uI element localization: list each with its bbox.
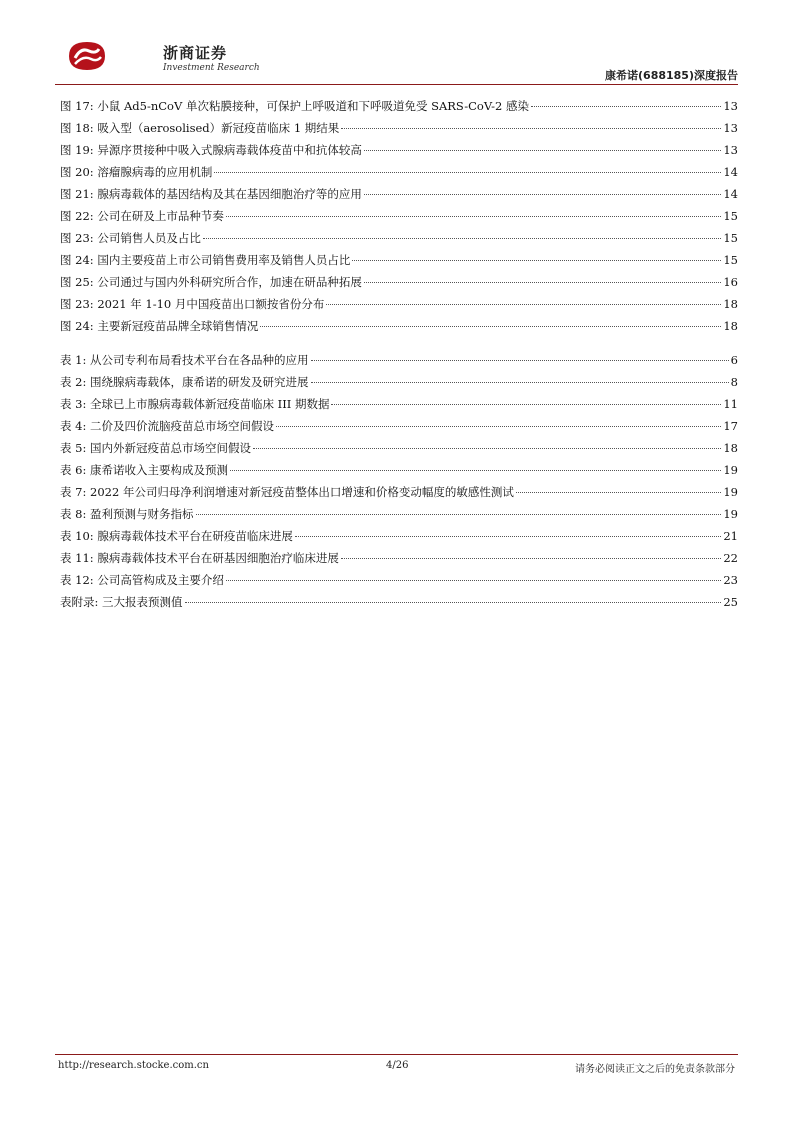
- toc-leader-dots: [516, 492, 721, 493]
- toc-entry-text: 2022 年公司归母净利润增速对新冠疫苗整体出口增速和价格变动幅度的敏感性测试: [90, 485, 514, 499]
- toc-leader-dots: [311, 360, 729, 361]
- table-entry[interactable]: [60, 462, 738, 484]
- toc-entry-title: [60, 98, 529, 114]
- toc-entry-page: 14: [723, 187, 738, 201]
- toc-entry-title: [60, 462, 228, 478]
- toc-entry-label: 图 21:: [60, 187, 94, 201]
- toc-leader-dots: [196, 514, 722, 515]
- figure-entry[interactable]: [60, 186, 738, 208]
- footer-divider: [55, 1054, 738, 1055]
- toc-entry-title: [60, 142, 362, 158]
- table-entry[interactable]: [60, 528, 738, 550]
- toc-entry-page: 19: [723, 463, 738, 477]
- toc-entry-title: [60, 164, 212, 180]
- table-entry[interactable]: [60, 396, 738, 418]
- toc-entry-text: 吸入型（aerosolised）新冠疫苗临床 1 期结果: [97, 121, 340, 135]
- toc-entry-text: 2021 年 1-10 月中国疫苗出口额按省份分布: [97, 297, 325, 311]
- toc-entry-text: 异源序贯接种中吸入式腺病毒载体疫苗中和抗体较高: [97, 143, 362, 157]
- toc-entry-text: 国内主要疫苗上市公司销售费用率及销售人员占比: [97, 253, 351, 267]
- toc-entry-page: 19: [723, 507, 738, 521]
- toc-entry-label: 图 19:: [60, 143, 94, 157]
- brand-name-cn: 浙商证券: [163, 44, 228, 62]
- toc-entry-text: 国内外新冠疫苗总市场空间假设: [90, 441, 252, 455]
- toc-entry-text: 腺病毒载体技术平台在研疫苗临床进展: [97, 529, 293, 543]
- toc-leader-dots: [364, 150, 722, 151]
- toc-leader-dots: [341, 558, 722, 559]
- toc-entry-page: 6: [730, 353, 738, 367]
- figure-entry[interactable]: [60, 164, 738, 186]
- toc-leader-dots: [295, 536, 722, 537]
- toc-entry-title: [60, 484, 514, 500]
- toc-entry-label: 表 12:: [60, 573, 94, 587]
- table-entry[interactable]: [60, 506, 738, 528]
- toc-entry-page: 13: [723, 121, 738, 135]
- toc-leader-dots: [185, 602, 722, 603]
- toc-leader-dots: [214, 172, 721, 173]
- toc-leader-dots: [253, 448, 721, 449]
- figure-entry[interactable]: [60, 318, 738, 340]
- toc-entry-label: 表 1:: [60, 353, 87, 367]
- toc-entry-text: 全球已上市腺病毒载体新冠疫苗临床 III 期数据: [90, 397, 330, 411]
- figure-entry[interactable]: [60, 98, 738, 120]
- toc-entry-page: 13: [723, 143, 738, 157]
- toc-entry-label: 图 24:: [60, 253, 94, 267]
- figure-entry[interactable]: [60, 296, 738, 318]
- toc-leader-dots: [364, 194, 722, 195]
- table-entry[interactable]: [60, 374, 738, 396]
- toc-entry-label: 图 20:: [60, 165, 94, 179]
- toc-entry-page: 21: [723, 529, 738, 543]
- toc-entry-page: 15: [723, 209, 738, 223]
- toc-entry-page: 15: [723, 231, 738, 245]
- toc-entry-text: 溶瘤腺病毒的应用机制: [97, 165, 213, 179]
- toc-entry-label: 表 3:: [60, 397, 87, 411]
- toc-entry-text: 围绕腺病毒载体，康希诺的研发及研究进展: [90, 375, 309, 389]
- toc-entry-text: 小鼠 Ad5-nCoV 单次粘膜接种，可保护上呼吸道和下呼吸道免受 SARS-CoV-2 感染: [97, 99, 529, 113]
- page-number: 4/26: [386, 1060, 409, 1071]
- toc-entry-page: 11: [723, 397, 738, 411]
- toc-entry-label: 表 7:: [60, 485, 87, 499]
- toc-entry-title: [60, 572, 224, 588]
- toc-entry-page: 23: [723, 573, 738, 587]
- toc-leader-dots: [331, 404, 721, 405]
- toc-leader-dots: [364, 282, 722, 283]
- report-title: 康希诺(688185)深度报告: [605, 69, 738, 82]
- toc-entry-label: 表 10:: [60, 529, 94, 543]
- toc-entry-label: 表 8:: [60, 507, 87, 521]
- toc-entry-page: 13: [723, 99, 738, 113]
- toc-entry-text: 公司高管构成及主要介绍: [97, 573, 224, 587]
- toc-entry-page: 15: [723, 253, 738, 267]
- toc-entry-page: 18: [723, 297, 738, 311]
- toc-entry-title: [60, 440, 251, 456]
- toc-entry-title: [60, 318, 258, 334]
- toc-entry-label: 表 2:: [60, 375, 87, 389]
- toc-entry-title: [60, 374, 309, 390]
- toc-entry-label: 图 25:: [60, 275, 94, 289]
- toc-entry-page: 16: [723, 275, 738, 289]
- toc-entry-page: 22: [723, 551, 738, 565]
- toc-entry-text: 盈利预测与财务指标: [90, 507, 194, 521]
- toc-entry-title: [60, 296, 324, 312]
- toc-entry-page: 18: [723, 319, 738, 333]
- table-entry[interactable]: [60, 594, 738, 616]
- figure-entry[interactable]: [60, 208, 738, 230]
- toc-entry-page: 25: [723, 595, 738, 609]
- toc-entry-page: 8: [730, 375, 738, 389]
- table-entry[interactable]: [60, 440, 738, 462]
- toc-entry-page: 18: [723, 441, 738, 455]
- toc-leader-dots: [260, 326, 721, 327]
- toc-entry-title: [60, 352, 309, 368]
- toc-leader-dots: [226, 580, 722, 581]
- header-divider: [55, 84, 738, 85]
- figure-entry[interactable]: [60, 142, 738, 164]
- toc-entry-title: [60, 396, 329, 412]
- toc-entry-text: 公司在研及上市品种节奏: [97, 209, 224, 223]
- toc-entry-label: 表附录:: [60, 595, 99, 609]
- toc-entry-label: 表 6:: [60, 463, 87, 477]
- toc-leader-dots: [531, 106, 721, 107]
- toc-entry-text: 腺病毒载体技术平台在研基因细胞治疗临床进展: [97, 551, 339, 565]
- figure-entry[interactable]: [60, 120, 738, 142]
- toc-entry-text: 公司销售人员及占比: [97, 231, 201, 245]
- toc-entry-title: [60, 208, 224, 224]
- footer-disclaimer: 请务必阅读正文之后的免责条款部分: [575, 1064, 735, 1075]
- brand-name-en: Investment Research: [163, 63, 260, 73]
- toc-entry-title: [60, 528, 293, 544]
- toc-leader-dots: [230, 470, 721, 471]
- toc-leader-dots: [352, 260, 721, 261]
- table-entry[interactable]: [60, 572, 738, 594]
- toc-entry-title: [60, 506, 194, 522]
- toc-entry-text: 腺病毒载体的基因结构及其在基因细胞治疗等的应用: [97, 187, 362, 201]
- table-entry[interactable]: [60, 418, 738, 440]
- toc-entry-label: 图 23:: [60, 231, 94, 245]
- toc-entry-label: 表 4:: [60, 419, 87, 433]
- toc-leader-dots: [341, 128, 721, 129]
- toc-leader-dots: [276, 426, 721, 427]
- figure-list: [60, 98, 738, 340]
- table-entry[interactable]: [60, 484, 738, 506]
- toc-entry-text: 三大报表预测值: [102, 595, 183, 609]
- toc-entry-page: 19: [723, 485, 738, 499]
- toc-entry-label: 图 17:: [60, 99, 94, 113]
- figure-entry[interactable]: [60, 252, 738, 274]
- toc-entry-title: [60, 550, 339, 566]
- toc-entry-text: 二价及四价流脑疫苗总市场空间假设: [90, 419, 275, 433]
- figure-entry[interactable]: [60, 274, 738, 296]
- table-entry[interactable]: [60, 550, 738, 572]
- toc-entry-title: [60, 418, 274, 434]
- toc-entry-page: 14: [723, 165, 738, 179]
- toc-leader-dots: [203, 238, 722, 239]
- toc-entry-text: 康希诺收入主要构成及预测: [90, 463, 229, 477]
- toc-entry-label: 图 23:: [60, 297, 94, 311]
- toc-entry-title: [60, 594, 183, 610]
- toc-entry-title: [60, 120, 339, 136]
- toc-entry-label: 表 11:: [60, 551, 94, 565]
- toc-entry-title: [60, 274, 362, 290]
- table-entry[interactable]: [60, 352, 738, 374]
- table-list: [60, 352, 738, 616]
- toc-entry-label: 图 24:: [60, 319, 94, 333]
- toc-entry-text: 主要新冠疫苗品牌全球销售情况: [97, 319, 259, 333]
- toc-leader-dots: [326, 304, 721, 305]
- toc-entry-label: 图 22:: [60, 209, 94, 223]
- toc-entry-title: [60, 252, 350, 268]
- toc-entry-label: 表 5:: [60, 441, 87, 455]
- toc-entry-label: 图 18:: [60, 121, 94, 135]
- page-header: [55, 36, 738, 84]
- toc-entry-title: [60, 186, 362, 202]
- toc-entry-page: 17: [723, 419, 738, 433]
- toc-leader-dots: [311, 382, 729, 383]
- toc-leader-dots: [226, 216, 722, 217]
- brand-logo-icon: [65, 38, 109, 74]
- toc-entry-title: [60, 230, 201, 246]
- toc-entry-text: 公司通过与国内外科研究所合作，加速在研品种拓展: [97, 275, 362, 289]
- footer-url[interactable]: http://research.stocke.com.cn: [58, 1060, 209, 1071]
- figure-entry[interactable]: [60, 230, 738, 252]
- toc-entry-text: 从公司专利布局看技术平台在各品种的应用: [90, 353, 309, 367]
